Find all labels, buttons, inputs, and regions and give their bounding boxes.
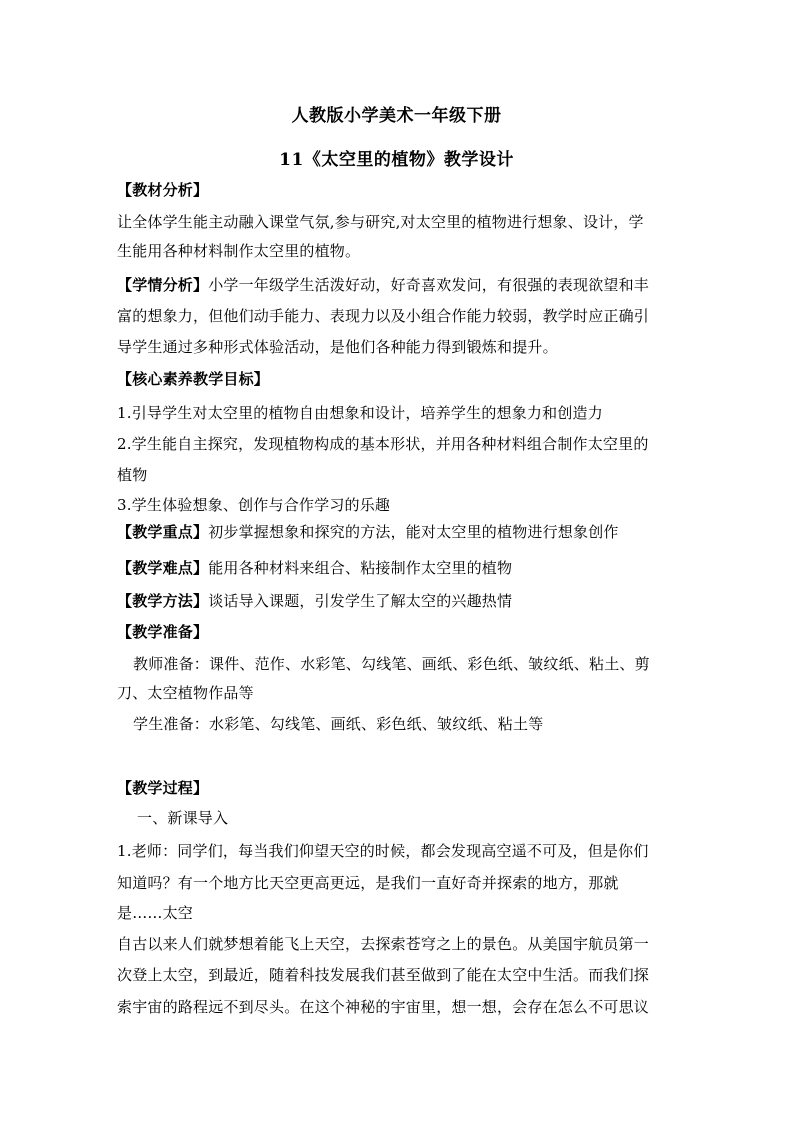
paragraph-line: 导学生通过多种形式体验活动，是他们各种能力得到锻炼和提升。: [117, 338, 558, 356]
section-heading-learner: 【学情分析】: [117, 276, 209, 294]
section-heading-key: 【教学重点】: [117, 523, 209, 541]
section-heading-textbook: 【教材分析】: [117, 181, 209, 199]
paragraph-line: 生能用各种材料制作太空里的植物。: [117, 242, 361, 260]
section-heading-method: 【教学方法】: [117, 592, 209, 610]
goal-item: 2.学生能自主探究，发现植物构成的基本形状，并用各种材料组合制作太空里的: [117, 435, 649, 453]
difficulty-line: [117, 558, 677, 578]
key-point-line: [117, 522, 677, 542]
document-subtitle: 11《太空里的植物》教学设计: [279, 150, 514, 170]
paragraph-text: 初步掌握想象和探究的方法，能对太空里的植物进行想象创作: [208, 523, 619, 541]
paragraph-line: 让全体学生能主动融入课堂气氛,参与研究,对太空里的植物进行想象、设计，学: [117, 213, 644, 231]
prep-teacher-continued: 刀、太空植物作品等: [117, 684, 254, 702]
process-subheading: 一、新课导入: [137, 809, 229, 827]
paragraph-line: 1.老师：同学们，每当我们仰望天空的时候，都会发现高空遥不可及，但是你们: [117, 842, 649, 860]
paragraph-text: 谈话导入课题，引发学生了解太空的兴趣热情: [208, 592, 513, 610]
paragraph-line: 知道吗？有一个地方比天空更高更远，是我们一直好奇并探索的地方，那就: [117, 874, 619, 892]
prep-teacher: 教师准备：课件、范作、水彩笔、勾线笔、画纸、彩色纸、皱纹纸、粘土、剪: [133, 655, 650, 673]
document-title: 人教版小学美术一年级下册: [291, 106, 502, 126]
paragraph-text: 小学一年级学生活泼好动，好奇喜欢发问，有很强的表现欲望和丰: [208, 276, 650, 294]
paragraph-text: 能用各种材料来组合、粘接制作太空里的植物: [208, 559, 513, 577]
paragraph-line: 索宇宙的路程远不到尽头。在这个神秘的宇宙里，想一想，会存在怎么不可思议: [117, 998, 650, 1016]
paragraph-line: 自古以来人们就梦想着能飞上天空，去探索苍穹之上的景色。从美国宇航员第一: [117, 935, 650, 953]
goal-item: 1.引导学生对太空里的植物自由想象和设计，培养学生的想象力和创造力: [117, 404, 603, 422]
section-heading-difficulty: 【教学难点】: [117, 559, 209, 577]
section-heading-prep: 【教学准备】: [117, 623, 209, 641]
paragraph-line: 次登上太空，到最近，随着科技发展我们甚至做到了能在太空中生活。而我们探: [117, 966, 650, 984]
paragraph-line: 是……太空: [117, 904, 194, 922]
prep-student: 学生准备：水彩笔、勾线笔、画纸、彩色纸、皱纹纸、粘土等: [133, 715, 544, 733]
learner-first-line: [117, 275, 677, 295]
goal-item-continued: 植物: [117, 466, 148, 484]
goal-item: 3.学生体验想象、创作与合作学习的乐趣: [117, 496, 391, 514]
paragraph-line: 富的想象力，但他们动手能力、表现力以及小组合作能力较弱，教学时应正确引: [117, 307, 650, 325]
method-line: [117, 591, 677, 611]
section-heading-goals: 【核心素养教学目标】: [117, 370, 270, 388]
section-heading-process: 【教学过程】: [117, 779, 209, 797]
